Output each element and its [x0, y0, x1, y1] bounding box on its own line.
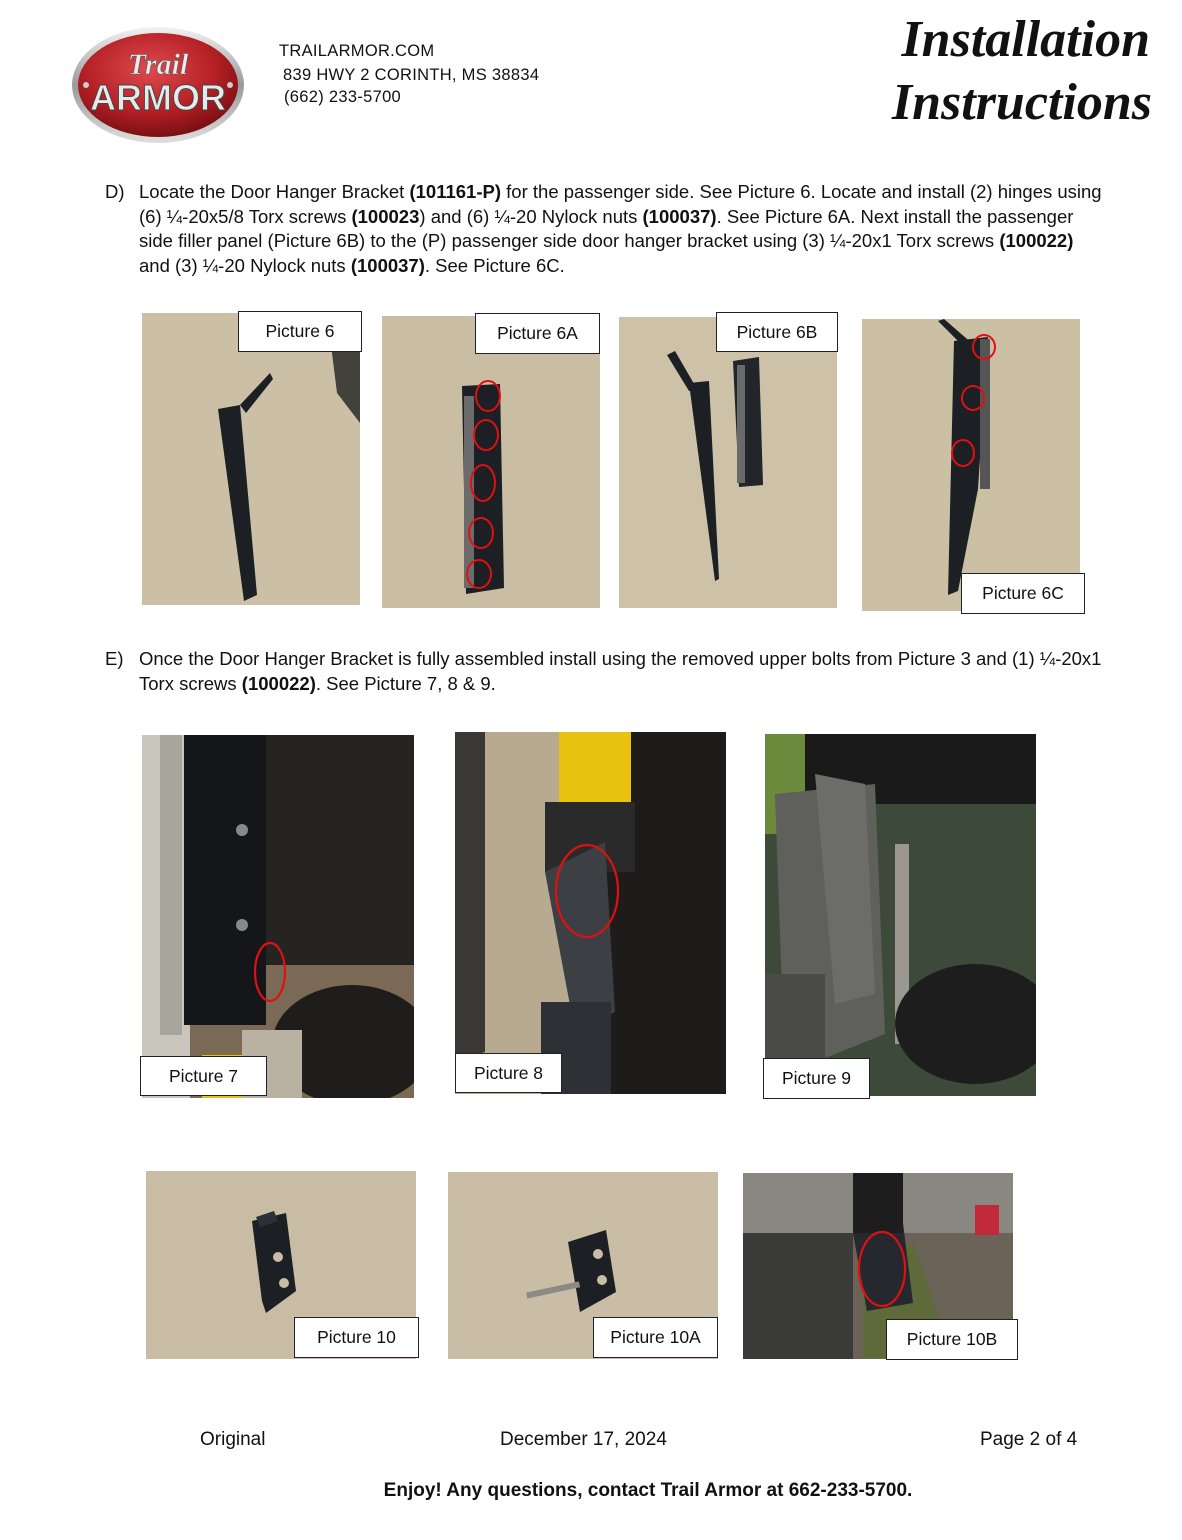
step-d-letter: D): [105, 181, 125, 202]
footer-date: December 17, 2024: [500, 1429, 667, 1450]
label-picture-6b: Picture 6B: [716, 312, 838, 352]
step-e: [105, 647, 1105, 696]
photo-9: [765, 734, 1036, 1096]
address: 839 HWY 2 CORINTH, MS 38834: [283, 66, 540, 84]
label-picture-6a: Picture 6A: [475, 313, 600, 354]
logo-trail-text: Trail: [127, 48, 189, 81]
label-picture-6: Picture 6: [238, 311, 362, 352]
photo-8: [455, 732, 726, 1094]
photo-6c: [862, 319, 1080, 611]
photo-6b: [619, 317, 837, 608]
trail-armor-logo: [70, 24, 246, 144]
label-picture-9: Picture 9: [763, 1058, 870, 1099]
part-number: (100022): [999, 230, 1074, 251]
instruction-text: . See Picture 6A. Next install the passenger side filler panel (Picture 6B) to the (P) passenger side door hanger bracket using (3) ¼-20x1 Torx screws: [139, 205, 1074, 251]
part-number: (100037): [642, 205, 717, 227]
instruction-text: Locate the Door Hanger Bracket: [139, 181, 410, 202]
title-line-1: Installation: [901, 11, 1150, 68]
instruction-text: Once the Door Hanger Bracket is fully assembled install using the removed upper bolts from Picture 3 and (1) ¼-20x1 Torx screws: [139, 648, 1102, 694]
logo-armor-text: ARMOR: [90, 77, 226, 118]
footer-contact: Enjoy! Any questions, contact Trail Armor at 662-233-5700.: [383, 1480, 913, 1501]
part-number: (101161-P): [409, 181, 502, 202]
footer-page-number: Page 2 of 4: [980, 1429, 1078, 1450]
label-picture-10a: Picture 10A: [593, 1317, 718, 1358]
label-picture-10b: Picture 10B: [886, 1319, 1018, 1360]
instruction-text: and (3) ¼-20 Nylock nuts: [139, 254, 351, 276]
instruction-text: . See Picture 6C.: [424, 254, 565, 276]
photo-7: [142, 735, 414, 1098]
step-e-letter: E): [105, 648, 124, 669]
photo-6a: [382, 316, 600, 608]
part-number: (100023: [351, 205, 420, 227]
instruction-text: . See Picture 7, 8 & 9.: [315, 672, 496, 694]
instruction-text: ) and (6) ¼-20 Nylock nuts: [419, 205, 643, 227]
label-picture-10: Picture 10: [294, 1317, 419, 1358]
label-picture-6c: Picture 6C: [961, 573, 1085, 614]
step-e-text: [139, 647, 1105, 696]
website: TRAILARMOR.COM: [279, 42, 435, 60]
label-picture-7: Picture 7: [140, 1056, 267, 1096]
phone: (662) 233-5700: [284, 88, 402, 106]
part-number: (100022): [241, 672, 316, 694]
instruction-text: for the passenger side. See Picture 6. Locate and install (2) hinges using (6) ¼-20x5/8 Torx screws: [139, 181, 1102, 227]
label-picture-8: Picture 8: [455, 1053, 562, 1093]
step-d: [105, 180, 1105, 278]
part-number: (100037): [350, 254, 425, 276]
footer-original: Original: [200, 1429, 266, 1450]
photo-6: [142, 313, 360, 605]
title-line-2: Instructions: [891, 74, 1152, 131]
step-d-text: [139, 180, 1105, 278]
